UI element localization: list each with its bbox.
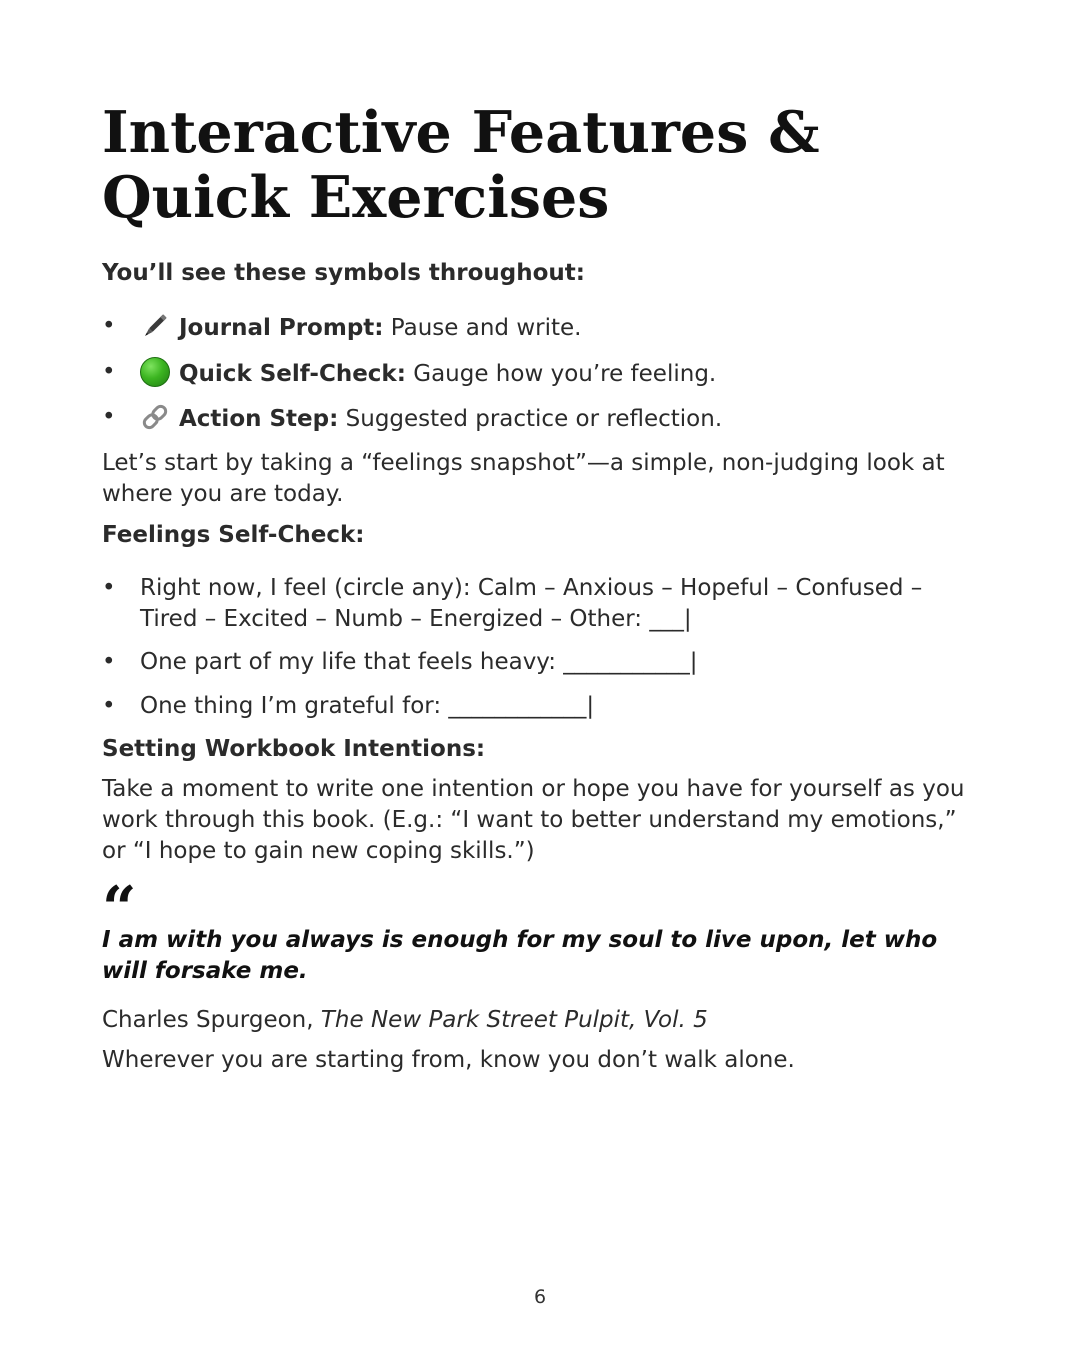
bullet: •: [102, 404, 116, 430]
quote-work: The New Park Street Pulpit, Vol. 5: [320, 1007, 708, 1033]
intentions-text: Take a moment to write one intention or hope you have for yourself as you work through this book. (E.g.: “I want to better understand my emotions,” or “I hope to gain new coping skills.”): [102, 776, 965, 864]
intentions-heading: Setting Workbook Intentions:: [102, 736, 486, 762]
symbol-label: Journal Prompt:: [179, 315, 384, 341]
symbol-description: Gauge how you’re feeling.: [413, 360, 717, 387]
quote-attribution: [102, 1005, 982, 1036]
pen-icon: [140, 311, 170, 341]
quote-text: I am with you always is enough for my soul to live upon, let who will forsake me.: [102, 927, 938, 984]
feelings-item-text: One thing I’m grateful for: ____________|: [140, 692, 595, 719]
list-item: [102, 573, 982, 635]
quote-mark-icon: “: [102, 874, 137, 944]
feelings-heading: Feelings Self-Check:: [102, 521, 365, 548]
page-number: 6: [533, 1286, 547, 1308]
symbol-item-action-step: [102, 402, 982, 435]
symbol-label: Quick Self-Check:: [179, 360, 406, 387]
quote-author: Charles Spurgeon,: [102, 1007, 321, 1033]
symbol-label: Action Step:: [179, 406, 339, 432]
symbols-heading: You’ll see these symbols throughout:: [102, 260, 585, 286]
list-item: [102, 647, 982, 678]
symbol-item-quick-self-check: [102, 357, 982, 390]
bullet: •: [102, 649, 116, 675]
feelings-list: [102, 573, 982, 722]
bullet: •: [102, 574, 116, 601]
closing-line: Wherever you are starting from, know you don’t walk alone.: [102, 1047, 795, 1073]
link-icon: [140, 402, 170, 432]
symbol-item-journal-prompt: [102, 311, 982, 344]
feelings-item-text: Right now, I feel (circle any): Calm – Anxious – Hopeful – Confused – Tired – Excited – Numb – Energized – Other: ___|: [140, 574, 923, 632]
symbol-description: Pause and write.: [390, 315, 582, 341]
bullet: •: [102, 358, 116, 385]
feelings-item-text: One part of my life that feels heavy: ___________|: [140, 649, 698, 675]
green-circle-icon: [140, 357, 170, 387]
page-content: [102, 100, 982, 1076]
bullet: •: [102, 692, 116, 719]
symbol-description: Suggested practice or reflection.: [345, 406, 723, 432]
symbols-list: [102, 311, 982, 435]
snapshot-intro: Let’s start by taking a “feelings snapshot”—a simple, non-judging look at where you are today.: [102, 449, 945, 507]
page-title: Interactive Features & Quick Exercises: [102, 99, 820, 231]
bullet: •: [102, 313, 116, 339]
list-item: [102, 691, 982, 722]
